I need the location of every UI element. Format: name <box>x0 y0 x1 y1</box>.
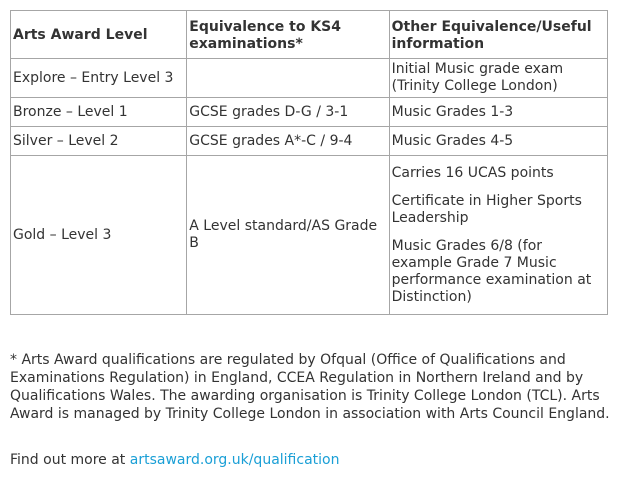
table-header-row <box>11 11 608 59</box>
cell-ks4: GCSE grades D-G / 3-1 <box>187 98 389 127</box>
qualification-link[interactable]: artsaward.org.uk/qualification <box>129 452 340 468</box>
cell-other: Initial Music grade exam (Trinity College London) <box>389 59 607 98</box>
cell-other <box>389 156 607 315</box>
gold-note: Music Grades 6/8 (for example Grade 7 Music performance examination at Distinction) <box>391 237 592 305</box>
find-more-prefix: Find out more at <box>10 452 130 468</box>
cell-other: Music Grades 1-3 <box>389 98 607 127</box>
gold-note: Certificate in Higher Sports Leadership <box>391 192 582 226</box>
cell-ks4: A Level standard/AS Grade B <box>187 156 389 315</box>
header-ks4-equivalence: Equivalence to KS4 examinations* <box>187 11 389 59</box>
cell-level: Silver – Level 2 <box>11 127 187 156</box>
cell-level: Explore – Entry Level 3 <box>11 59 187 98</box>
table-row <box>11 98 608 127</box>
arts-award-equivalence-table <box>10 10 608 315</box>
cell-ks4 <box>187 59 389 98</box>
footnote-text: * Arts Award qualifications are regulated by Ofqual (Office of Qualifications and Examinations Regulation) in England, CCEA Regulation in Northern Ireland and by Qualifications Wales. The awarding organisation is Trinity College London (TCL). Arts Award is managed by Trinity College London in association with Arts Council England. <box>10 352 610 422</box>
cell-level: Bronze – Level 1 <box>11 98 187 127</box>
gold-notes-list <box>392 165 605 306</box>
header-other-equivalence: Other Equivalence/Useful information <box>389 11 607 59</box>
find-more-line <box>10 451 610 469</box>
table-row <box>11 59 608 98</box>
table-row <box>11 127 608 156</box>
cell-level: Gold – Level 3 <box>11 156 187 315</box>
gold-note: Carries 16 UCAS points <box>391 164 554 181</box>
cell-other: Music Grades 4-5 <box>389 127 607 156</box>
cell-ks4: GCSE grades A*-C / 9-4 <box>187 127 389 156</box>
table-row <box>11 156 608 315</box>
header-arts-award-level: Arts Award Level <box>11 11 187 59</box>
